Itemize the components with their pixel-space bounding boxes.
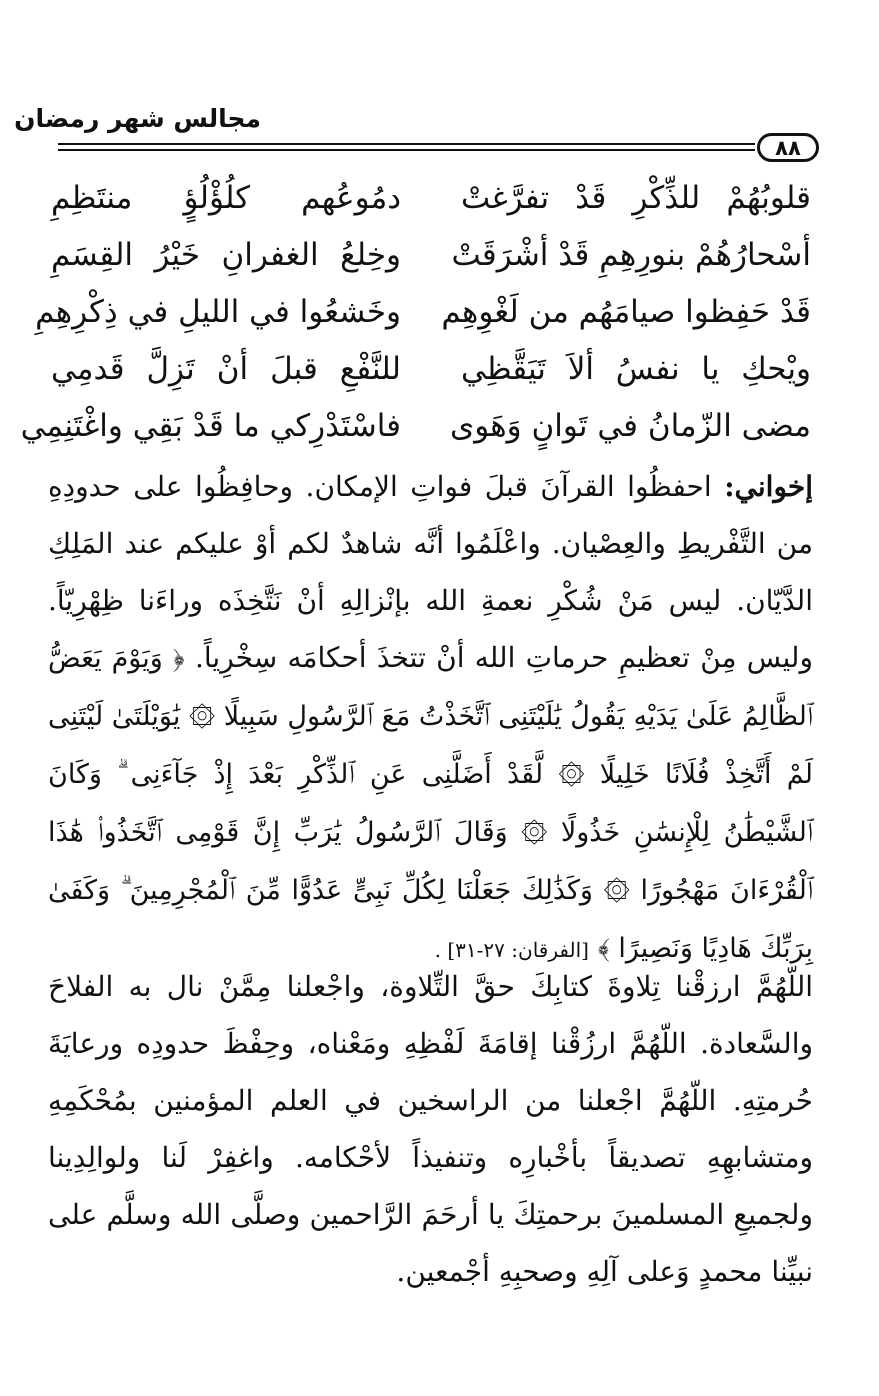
poem (20, 170, 811, 470)
prayer-text: اللّهُمَّ ارزقْنا تِلاوةَ كتابِكَ حقَّ التِّلاوة، واجْعلنا مِمَّنْ نال به الفلاحَ والسَّعادة. اللّهُمَّ ارزُقْنا إقامَةَ لَفْظِهِ ومَعْناه، وحِفْظَ حدودِه ورعايَةَ حُرمتِهِ. اللّهُمَّ اجْعلنا من الراسخين في العلم المؤمنين بمُحْكَمِهِ ومتشابهِهِ تصديقاً بأخْبارِه وتنفيذاً لأحْكامه. واغفِرْ لَنا ولوالِدِينا ولجميعِ المسلمينَ برحمتِكَ يا أرحَمَ الرَّاحمين وصلَّى الله وسلَّم على نبيِّنا محمدٍ وَعلى آلِهِ وصحبِهِ أجْمعين. (48, 970, 814, 1288)
quran-citation: [الفرقان: ٢٧-٣١] . (434, 938, 589, 962)
poem-second-hemistich: وخِلعُ الغفرانِ خَيْرُ القِسَمِ (51, 237, 401, 273)
header-rule-bottom (58, 149, 755, 151)
poem-first-hemistich: قَدْ حَفِظوا صيامَهُم من لَغْوِهِم (441, 294, 811, 330)
page-number: ٨٨ (757, 133, 819, 162)
poem-second-hemistich: وخَشعُوا في الليلِ في ذِكْرِهِمِ (35, 294, 401, 330)
poem-first-hemistich: أسْحارُهُمْ بنورِهِمِ قَدْ أشْرَقَتْ (451, 237, 811, 273)
running-title: مجالس شهر رمضان (14, 104, 261, 133)
poem-verse (20, 398, 811, 455)
poem-first-hemistich: ويْحكِ يا نفسُ ألاَ تَيَقَّظِي (461, 351, 811, 387)
sermon-paragraph (48, 458, 813, 979)
poem-verse (51, 170, 811, 227)
paragraph-text: احفظُوا القرآنَ قبلَ فواتِ الإمكان. وحافِظُوا على حدودِهِ من التَّفْريطِ والعِصْيان. واعْلَمُوا أنَّه شاهدٌ لكم أوْ عليكم عند المَلِكِ الدَّيّان. ليس مَنْ شُكْرِ نعمةِ الله بإنْزالِهِ أنْ نَتَّخِذَه وراءَنا ظِهْرِيّاً. وليس مِنْ تعظيمِ حرماتِ الله أنْ تتخذَ أحكامَه سِخْرِياً. (48, 470, 813, 674)
poem-second-hemistich: دمُوعُهم كلُؤْلُؤٍ منتَظِمِ (51, 180, 401, 216)
prayer-paragraph (48, 958, 813, 1300)
poem-second-hemistich: فاسْتَدْرِكي ما قَدْ بَقِي واغْتَنِمِي (20, 408, 401, 444)
poem-first-hemistich: قلوبُهُمْ للذِّكْرِ قَدْ تفرَّغتْ (461, 180, 811, 216)
poem-verse (35, 284, 811, 341)
header-rule-top (58, 143, 755, 145)
poem-verse (51, 227, 811, 284)
poem-first-hemistich: مضى الزّمانُ في تَوانٍ وَهَوى (450, 408, 811, 444)
quran-quotation: ﴿ وَيَوْمَ يَعَضُّ ٱلظَّالِمُ عَلَىٰ يَدَيْهِ يَقُولُ يَٰلَيْتَنِى ٱتَّخَذْتُ مَعَ ٱلرَّسُولِ سَبِيلًا ۞ يَٰوَيْلَتَىٰ لَيْتَنِى لَمْ أَتَّخِذْ فُلَانًا خَلِيلًا ۞ لَّقَدْ أَضَلَّنِى عَنِ ٱلذِّكْرِ بَعْدَ إِذْ جَآءَنِى ۗ وَكَانَ ٱلشَّيْطَٰنُ لِلْإِنسَٰنِ خَذُولًا ۞ وَقَالَ ٱلرَّسُولُ يَٰرَبِّ إِنَّ قَوْمِى ٱتَّخَذُوا۟ هَٰذَا ٱلْقُرْءَانَ مَهْجُورًا ۞ وَكَذَٰلِكَ جَعَلْنَا لِكُلِّ نَبِىٍّ عَدُوًّا مِّنَ ٱلْمُجْرِمِينَ ۗ وَكَفَىٰ بِرَبِّكَ هَادِيًا وَنَصِيرًا ﴾ (48, 643, 813, 964)
poem-second-hemistich: للنَّفْعِ قبلَ أنْ تَزِلَّ قَدمِي (51, 351, 401, 387)
poem-verse (51, 341, 811, 398)
paragraph-lead: إخواني: (724, 470, 814, 503)
